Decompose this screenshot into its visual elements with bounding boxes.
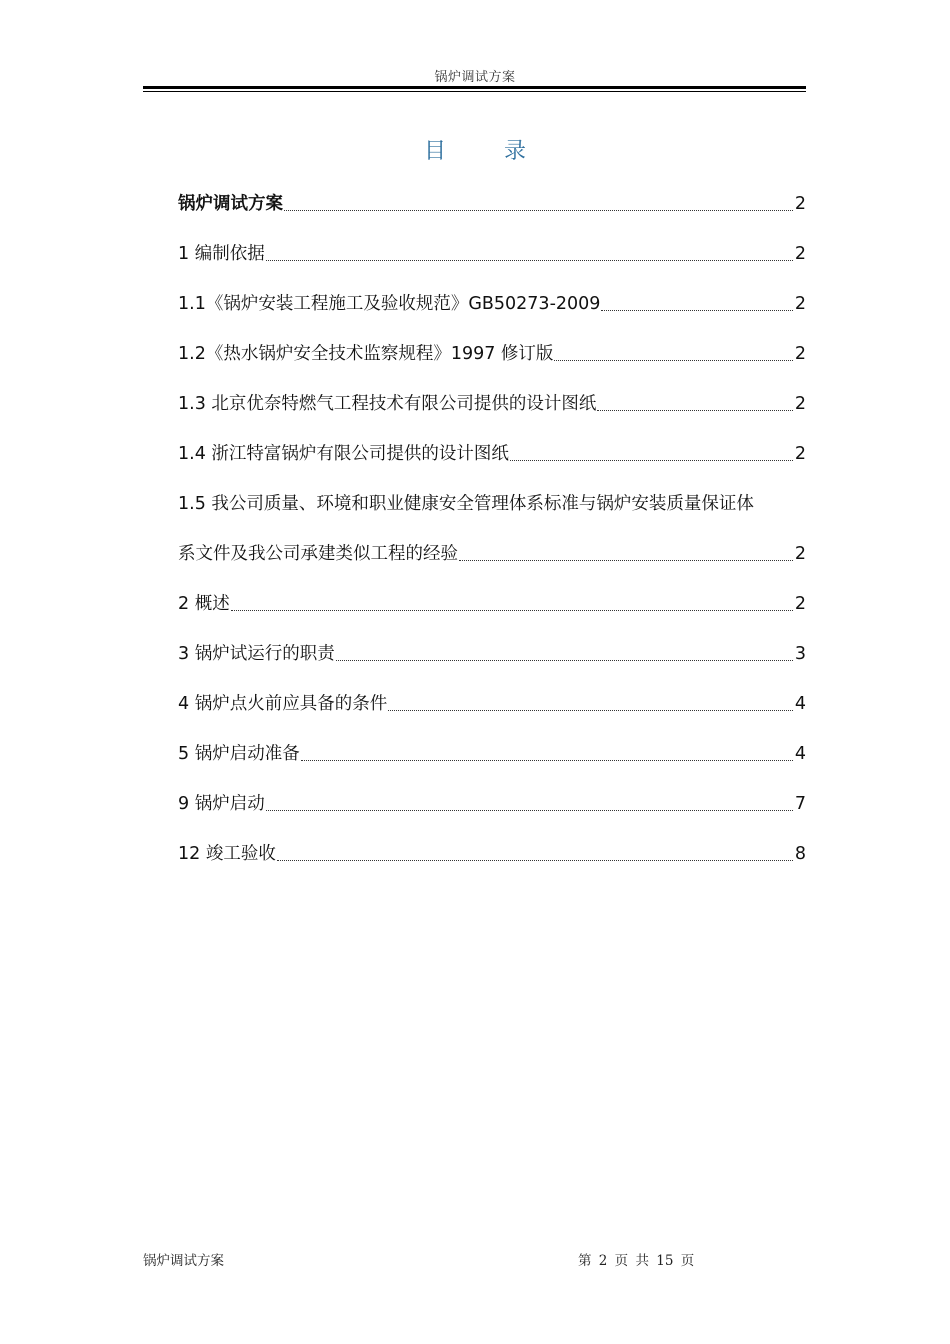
running-header: 锅炉调试方案	[434, 70, 516, 85]
toc-entry[interactable]	[178, 340, 806, 368]
toc-entry-page: 2	[794, 394, 806, 414]
toc-entry[interactable]	[178, 690, 806, 718]
toc-entry-label: 9 锅炉启动	[178, 794, 265, 814]
header-rule-thin	[143, 91, 806, 92]
toc-entry-page: 3	[794, 644, 806, 664]
toc-entry-page: 2	[794, 344, 806, 364]
toc-entry-label: 12 竣工验收	[178, 844, 276, 864]
footer-page-number: 第 2 页 共 15 页	[578, 1253, 695, 1269]
toc-entry[interactable]	[178, 190, 806, 218]
toc-entry-page: 2	[794, 294, 806, 314]
toc-entry[interactable]	[178, 640, 806, 668]
toc-entry-line2[interactable]	[178, 540, 806, 568]
header-rule-thick	[143, 86, 806, 89]
toc-leader	[601, 310, 792, 311]
toc-entry[interactable]	[178, 390, 806, 418]
toc-entry-label: 3 锅炉试运行的职责	[178, 644, 335, 664]
toc-entry-label: 1.3 北京优奈特燃气工程技术有限公司提供的设计图纸	[178, 394, 597, 414]
toc-leader	[266, 810, 793, 811]
toc-entry-label: 5 锅炉启动准备	[178, 744, 300, 764]
toc-leader	[266, 260, 793, 261]
toc-entry[interactable]	[178, 840, 806, 868]
toc-leader	[554, 360, 792, 361]
toc-entry-label: 1.1《锅炉安装工程施工及验收规范》GB50273-2009	[178, 294, 601, 314]
toc-entry-page: 7	[794, 794, 806, 814]
toc-leader	[459, 560, 793, 561]
toc-entry-line1[interactable]	[178, 490, 806, 518]
toc-entry[interactable]	[178, 790, 806, 818]
toc-entry[interactable]	[178, 740, 806, 768]
toc-title: 目录	[423, 139, 584, 164]
toc-entry-page: 2	[794, 244, 806, 264]
toc-entry-label: 锅炉调试方案	[178, 194, 283, 214]
toc-entry-label: 2 概述	[178, 594, 230, 614]
toc-entry-page: 2	[794, 594, 806, 614]
toc-leader	[231, 610, 793, 611]
footer-title: 锅炉调试方案	[143, 1253, 224, 1269]
toc-entry-page: 8	[794, 844, 806, 864]
toc-leader	[277, 860, 793, 861]
toc-leader	[510, 460, 793, 461]
toc-leader	[284, 210, 793, 211]
toc-entry[interactable]	[178, 440, 806, 468]
toc-leader	[597, 410, 792, 411]
toc-leader	[336, 660, 793, 661]
toc-entry-page: 2	[794, 444, 806, 464]
toc-entry[interactable]	[178, 290, 806, 318]
toc-leader	[388, 710, 793, 711]
toc-entry-label: 1.5 我公司质量、环境和职业健康安全管理体系标准与锅炉安装质量保证体	[178, 494, 754, 514]
toc-leader	[301, 760, 793, 761]
toc-entry-label: 4 锅炉点火前应具备的条件	[178, 694, 388, 714]
toc-entry-page: 2	[794, 194, 806, 214]
toc-entry-page: 4	[794, 694, 806, 714]
toc-entry[interactable]	[178, 240, 806, 268]
toc-entry-label-continued: 系文件及我公司承建类似工程的经验	[178, 544, 458, 564]
toc-entry-label: 1 编制依据	[178, 244, 265, 264]
toc-entry-label: 1.4 浙江特富锅炉有限公司提供的设计图纸	[178, 444, 509, 464]
toc-entry-page: 4	[794, 744, 806, 764]
toc-entry-page: 2	[794, 544, 806, 564]
toc-entry[interactable]	[178, 590, 806, 618]
toc-entry-label: 1.2《热水锅炉安全技术监察规程》1997 修订版	[178, 344, 554, 364]
